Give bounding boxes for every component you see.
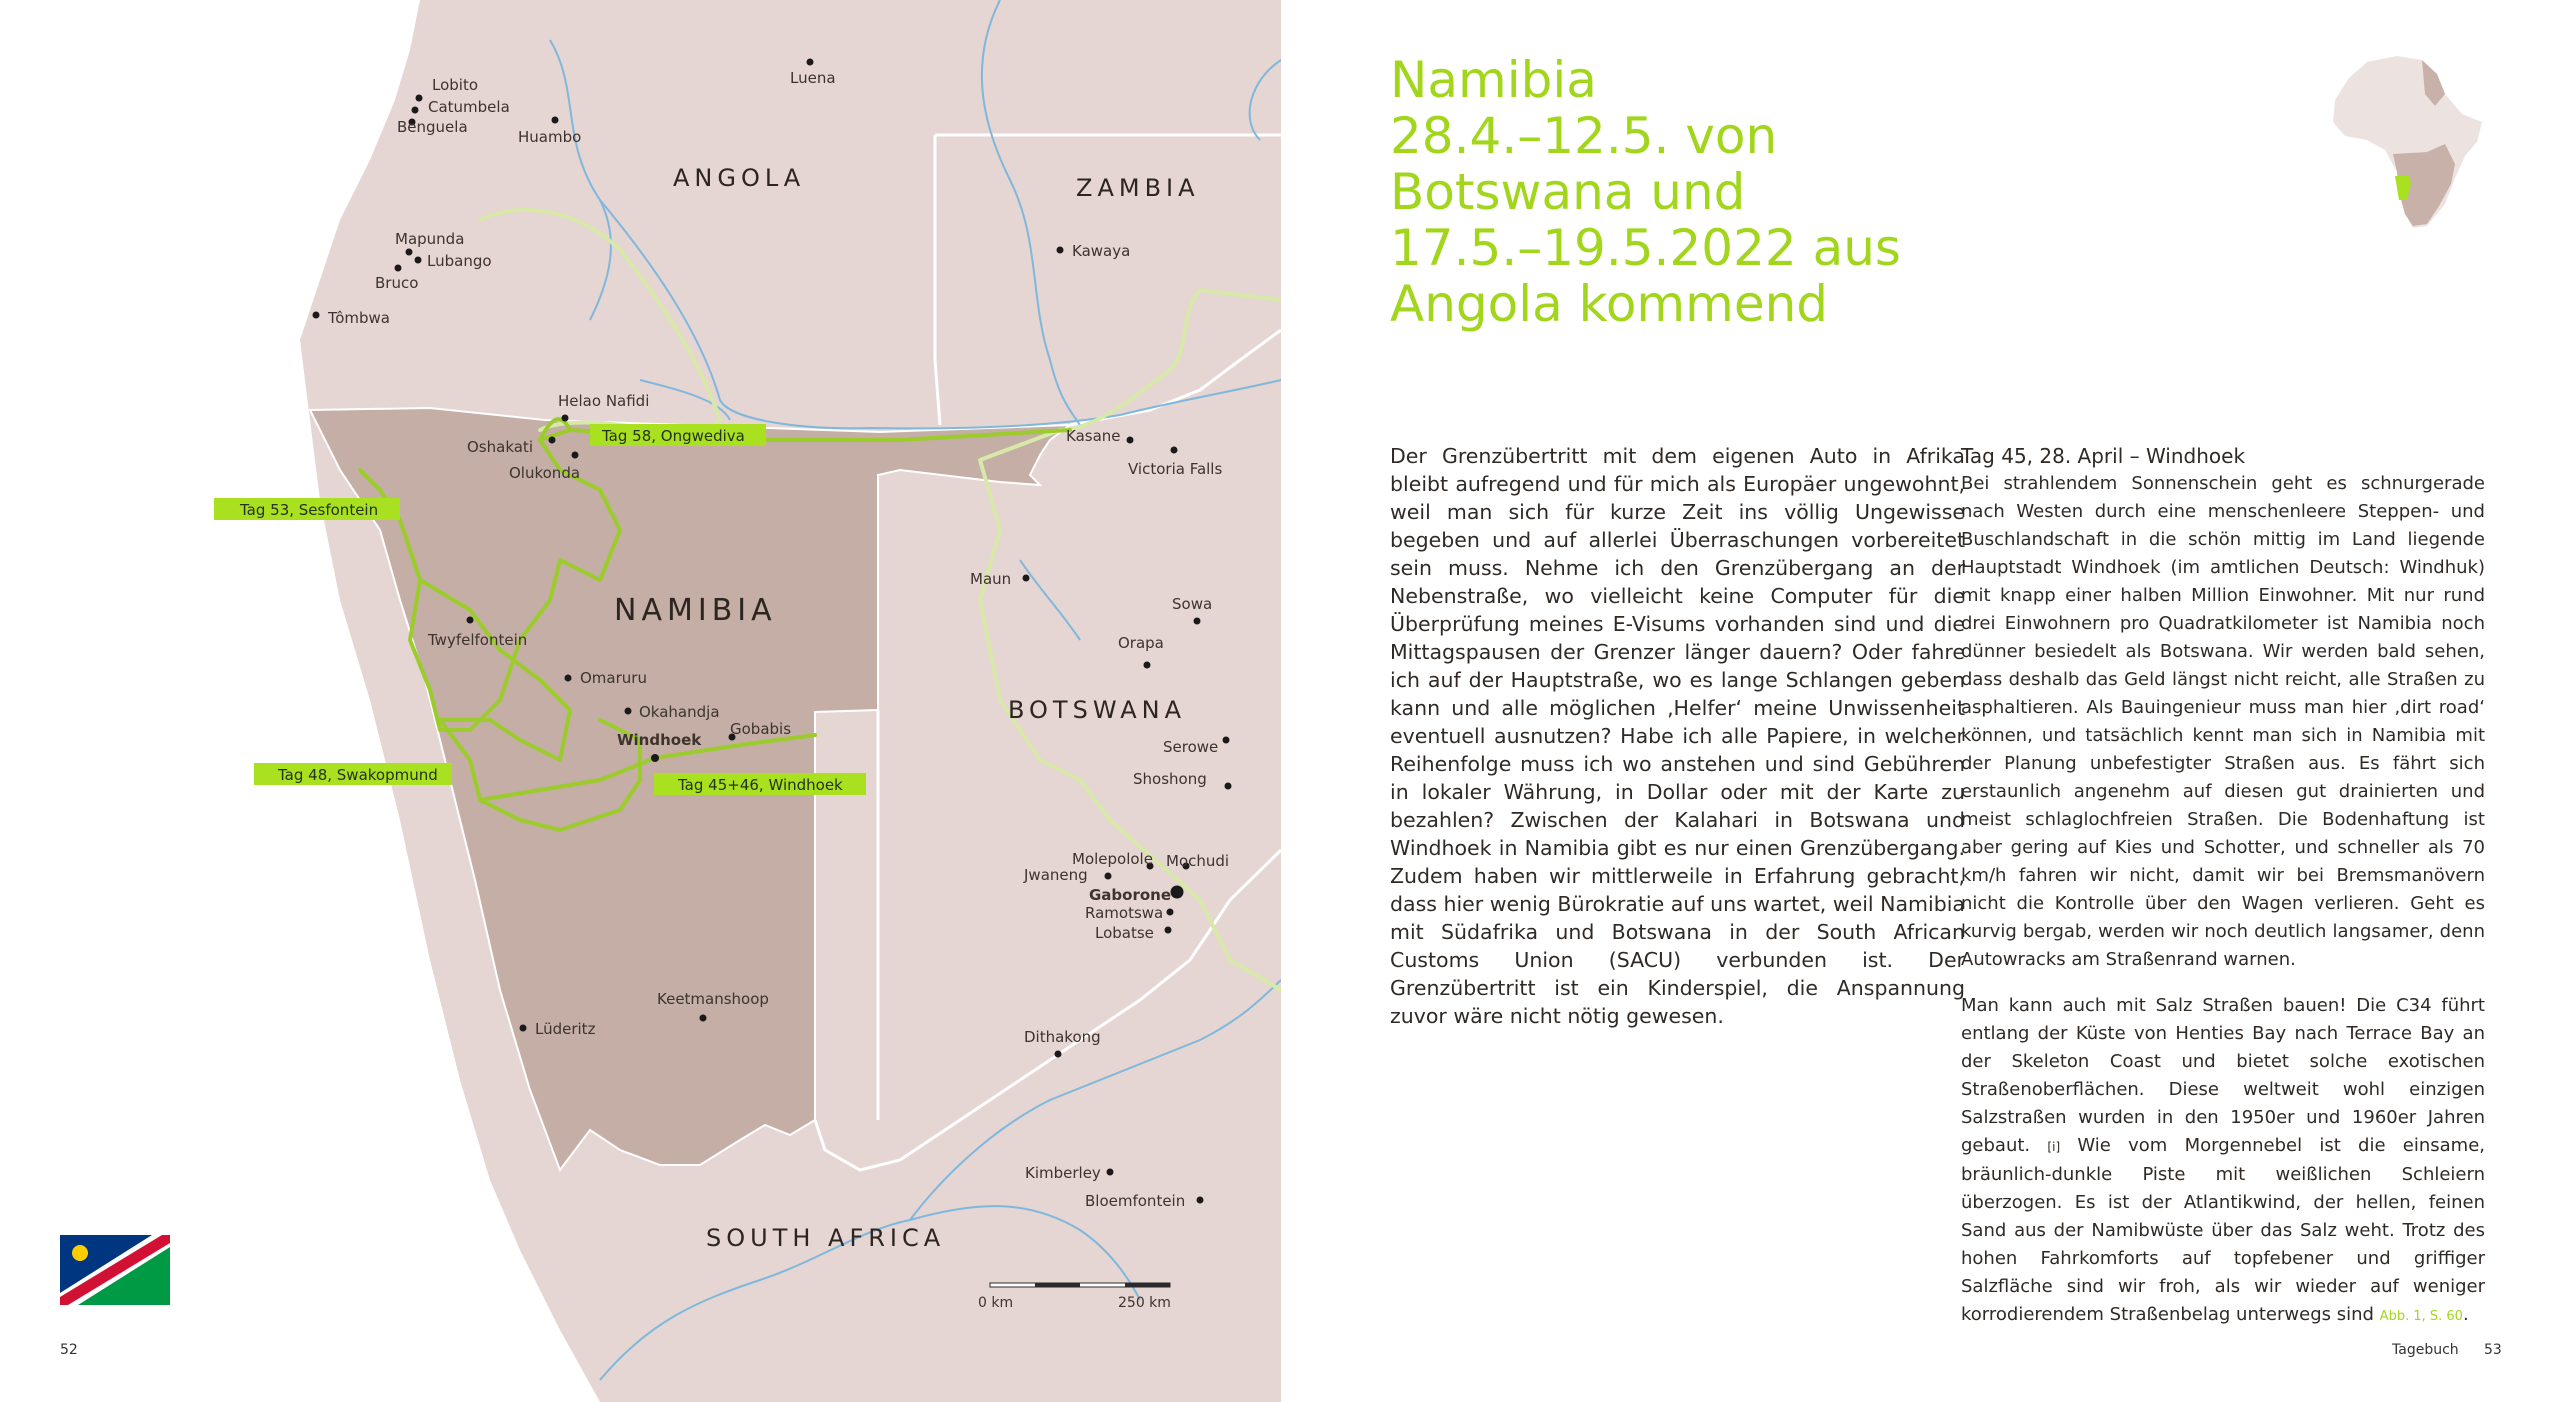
diary-text: . [2462,1304,2469,1325]
footnote-marker: [i] [2047,1140,2061,1154]
diary-text: Man kann auch mit Salz Straßen bauen! Die C34 führt entlang der Küste von Henties Bay nach Terrace Bay an der Skeleton Coast und bietet solche exotischen Straßenoberflächen. Diese weltweit wohl einzigen Salzstraßen wurden in den 1950er und 1960er Jahren gebaut. [1961,995,2485,1156]
city-label: Lobatse [1095,924,1154,942]
city-label: Okahandja [639,703,720,721]
running-head: Tagebuch [2392,1342,2459,1358]
city-label: Bruco [375,274,419,292]
country-label-zambia: ZAMBIA [1076,174,1200,202]
country-label-south-africa: SOUTH AFRICA [706,1224,946,1252]
city-label: Tômbwa [328,309,390,327]
city-label: Victoria Falls [1128,460,1223,478]
diary-column [1961,442,2485,1331]
page-number-left: 52 [60,1342,78,1358]
country-label-botswana: BOTSWANA [1008,696,1187,724]
city-label: Helao Nafidi [558,392,650,410]
city-label: Benguela [397,118,468,136]
city-label: Mochudi [1166,852,1230,870]
africa-locator-map [2327,54,2487,230]
diary-paragraph-1: Bei strahlendem Sonnenschein geht es schnurgerade nach Westen durch eine menschenleere Steppen- und Buschlandschaft in die schön mittig im Land liegende Hauptstadt Windhoek (im amtlichen Deutsch: Windhuk) mit knapp einer halben Million Einwohner. Mit nur rund drei Einwohnern pro Quadratkilometer ist Namibia noch dünner besiedelt als Botswana. Wir werden bald sehen, dass deshalb das Geld längst nicht reicht, alle Straßen zu asphaltieren. Als Bauingenieur muss man hier ‚dirt road‘ können, und tatsächlich kennt man sich in Namibia mit der Planung unbefestigter Straßen aus. Es fährt sich erstaunlich angenehm auf diesen gut drainierten und meist schlaglochfreien Straßen. Die Bodenhaftung ist aber gering auf Kies und Schotter, und schneller als 70 km/h fahren wir nicht, damit wir bei Bremsmanövern nicht die Kontrolle über den Wagen verlieren. Geht es kurvig bergab, werden wir noch deutlich langsamer, denn Autowracks am Straßenrand warnen. [1961,473,2485,970]
day-tag-sesfontein [214,498,400,520]
title-line: 17.5.–19.5.2022 aus [1390,219,1901,277]
day-tag-label: Tag 53, Sesfontein [240,501,379,519]
city-label: Mapunda [395,230,465,248]
city-label: Serowe [1163,738,1219,756]
day-tag-ongwediva [590,424,766,446]
day-tag-label: Tag 48, Swakopmund [278,766,438,784]
city-label: Dithakong [1024,1028,1101,1046]
figure-reference: Abb. 1, S. 60 [2379,1309,2463,1324]
scale-label-start: 0 km [978,1295,1014,1311]
city-label: Gaborone [1089,886,1172,904]
city-label: Twyfelfontein [428,631,528,649]
diary-paragraph-2 [1961,992,2485,1331]
city-label: Luena [790,69,836,87]
city-label: Catumbela [428,98,510,116]
city-label: Omaruru [580,669,647,687]
country-label-angola: ANGOLA [673,164,806,192]
city-label: Lobito [432,76,479,94]
city-label: Gobabis [730,720,792,738]
title-line: 28.4.–12.5. von [1390,107,1778,165]
scale-label-end: 250 km [1118,1295,1171,1311]
city-label: Lubango [427,252,492,270]
city-label: Jwaneng [1024,866,1088,884]
city-label: Olukonda [509,464,581,482]
city-label: Lüderitz [535,1020,596,1038]
title-line: Angola kommend [1390,275,1829,333]
city-label: Kimberley [1025,1164,1101,1182]
city-label: Orapa [1118,634,1164,652]
city-label: Kasane [1066,427,1121,445]
diary-heading: Tag 45, 28. April – Windhoek [1961,444,2246,468]
city-label: Molepolole [1072,850,1153,868]
city-label: Maun [970,570,1012,588]
body-paragraph: Der Grenzübertritt mit dem eigenen Auto in Afrika bleibt aufregend und für mich als Europäer ungewohnt, weil man sich für kurze Zeit ins völlig Ungewisse begeben und auf allerlei Überraschungen vorbereitet sein muss. Nehme ich den Grenzübergang an der Nebenstraße, wo vielleicht keine Computer für die Überprüfung meines E-Visums vorhanden sind und die Mittagspausen der Grenzer länger dauern? Oder fahre ich auf der Hauptstraße, wo es lange Schlangen geben kann und alle möglichen ‚Helfer‘ meine Unwissenheit eventuell ausnutzen? Habe ich alle Papiere, in welcher Reihenfolge muss ich wo anstehen und sind Gebühren in lokaler Währung, in Dollar oder mit der Karte zu bezahlen? Zwischen der Kalahari in Botswana und Windhoek in Namibia gibt es nur einen Grenzübergang. Zudem haben wir mittlerweile in Erfahrung gebracht, dass hier wenig Bürokratie auf uns wartet, weil Namibia mit Südafrika und Botswana in der South African Customs Union (SACU) verbunden ist. Der Grenzübertritt ist ein Kinderspiel, die Anspannung zuvor wäre nicht nötig gewesen. [1390,444,1965,1028]
day-tag-swakopmund [254,763,452,785]
city-label: Bloemfontein [1085,1192,1186,1210]
city-label: Shoshong [1133,770,1207,788]
main-text-column [1390,442,1965,1030]
city-label: Huambo [518,128,582,146]
city-label: Keetmanshoop [657,990,769,1008]
diary-text: Wie vom Morgennebel ist die einsame, bräunlich-dunkle Piste mit weißlichen Schleiern überzogen. Es ist der Atlantikwind, der hellen, feinen Sand aus der Namibwüste über das Salz weht. Trotz des hohen Fahrkomforts auf topfebener und griffiger Salzfläche sind wir froh, als wir wieder auf weniger korrodierendem Straßenbelag unterwegs sind [1961,1135,2485,1325]
day-tag-windhoek [654,773,866,795]
title-line: Namibia [1390,51,1597,109]
city-label: Ramotswa [1085,904,1164,922]
day-tag-label: Tag 45+46, Windhoek [678,776,843,794]
page-title [1390,52,1950,332]
city-label: Oshakati [467,438,533,456]
city-label: Windhoek [617,731,702,749]
title-line: Botswana und [1390,163,1746,221]
country-label-namibia: NAMIBIA [614,593,777,628]
day-tag-label: Tag 58, Ongwediva [602,427,745,445]
page-number-right: 53 [2484,1342,2502,1358]
city-label: Kawaya [1072,242,1131,260]
namibia-flag [60,1235,170,1305]
city-label: Sowa [1172,595,1213,613]
